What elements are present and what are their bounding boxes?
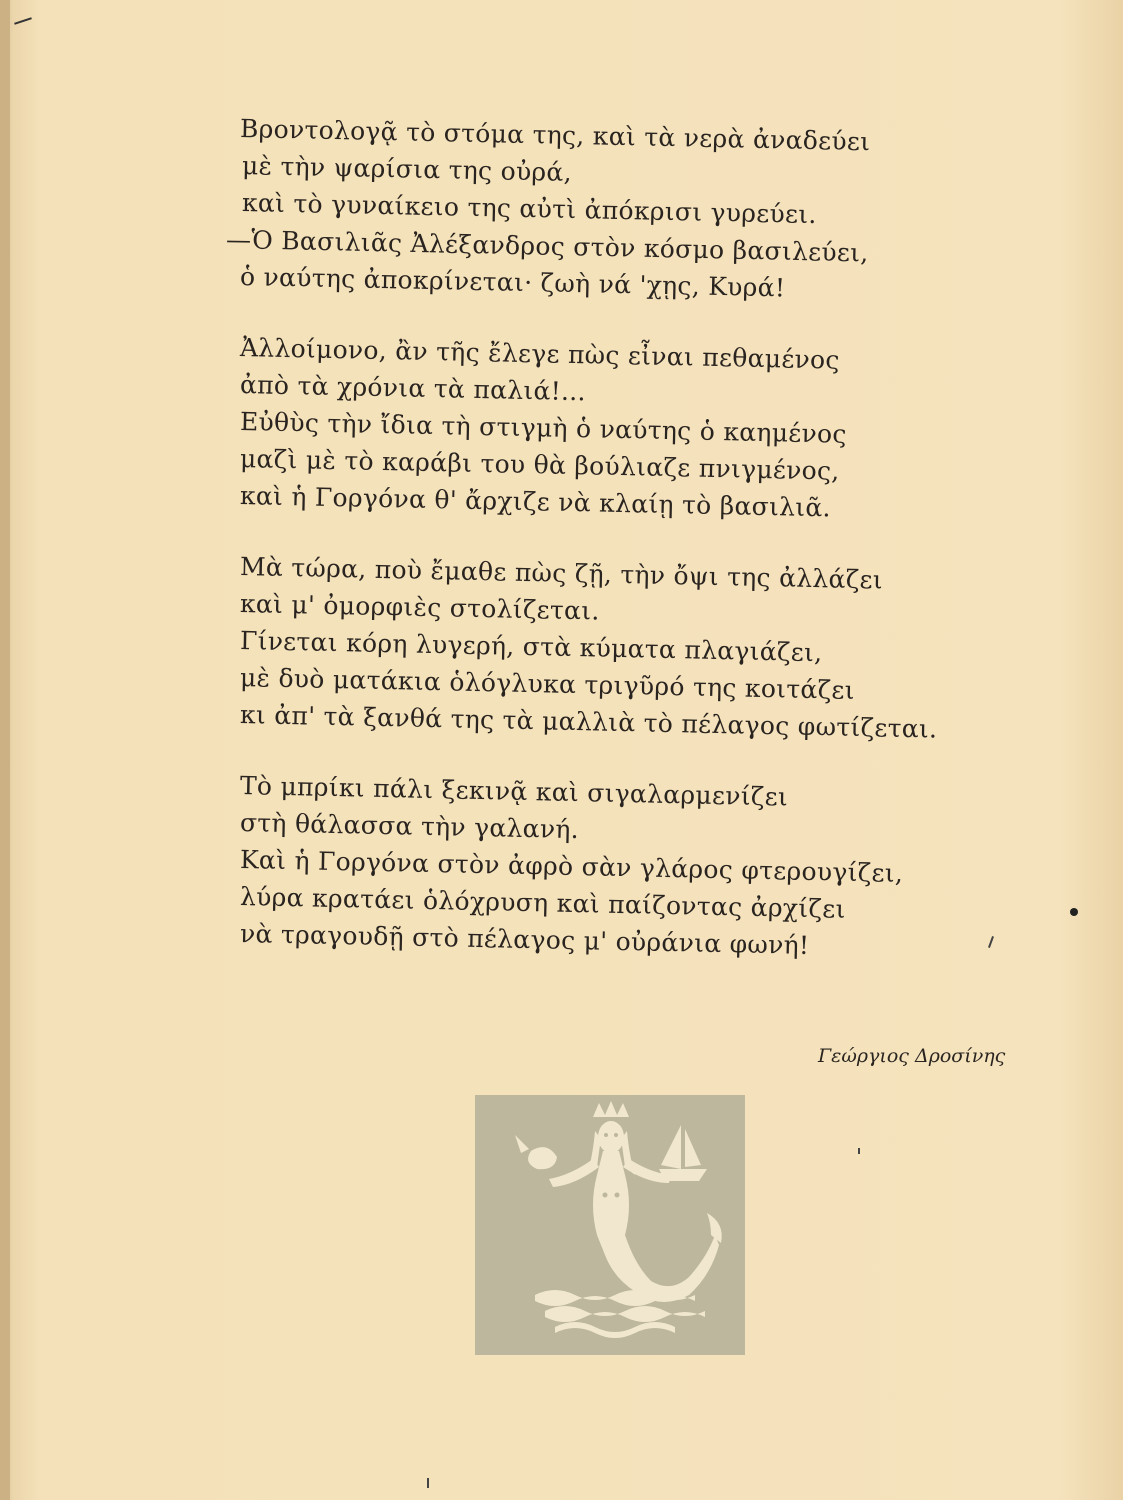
poem-line: Καὶ ἡ Γοργόνα στὸν ἀφρὸ σὰν γλάρος φτερουγίζει, — [239, 845, 904, 888]
ink-mark — [858, 1148, 860, 1154]
mermaid-emblem-graphic — [475, 1095, 745, 1355]
mermaid-icon — [475, 1095, 745, 1355]
poem-line: —Ὁ Βασιλιᾶς Ἀλέξανδρος στὸν κόσμο βασιλεύει, — [225, 225, 869, 268]
poem-line: νὰ τραγουδῇ στὸ πέλαγος μ' οὐράνια φωνή! — [239, 919, 810, 960]
poem-line: ἀπὸ τὰ χρόνια τὰ παλιά!... — [239, 370, 587, 407]
poem-line: καὶ τὸ γυναίκειο της αὐτὶ ἀπόκρισι γυρεύει. — [241, 188, 817, 230]
poem-line: καὶ ἡ Γοργόνα θ' ἄρχιζε νὰ κλαίῃ τὸ βασιλιᾶ. — [239, 481, 832, 523]
ink-spot — [1070, 908, 1078, 916]
poem-line: Ἀλλοίμονο, ἂν τῆς ἔλεγε πὼς εἶναι πεθαμένος — [239, 333, 841, 375]
poem-line: μὲ δυὸ ματάκια ὁλόγλυκα τριγῦρό της κοιτάζει — [239, 663, 856, 705]
stanza-2 — [239, 329, 1000, 523]
poem-line: ὁ ναύτης ἀποκρίνεται· ζωὴ νά 'χῃς, Κυρά! — [239, 262, 786, 303]
poem-line: μὲ τὴν ψαρίσια της οὐρά, — [241, 151, 573, 187]
page-binding-edge — [0, 0, 10, 1500]
poem-line: Τὸ μπρίκι πάλι ξεκινᾷ καὶ σιγαλαρμενίζει — [239, 771, 789, 812]
corner-mark — [14, 17, 32, 24]
poem-line: καὶ μ' ὀμορφιὲς στολίζεται. — [239, 589, 600, 626]
poem-line: λύρα κρατάει ὁλόχρυση καὶ παίζοντας ἀρχίζει — [239, 882, 846, 924]
ink-mark — [427, 1478, 429, 1488]
poem-line: Μὰ τώρα, ποὺ ἔμαθε πὼς ζῇ, τὴν ὄψι της ἀλλάζει — [239, 552, 884, 595]
author-signature: Γεώργιος Δροσίνης — [818, 1045, 1006, 1067]
poem-line: στὴ θάλασσα τὴν γαλανή. — [239, 808, 580, 845]
poem — [225, 110, 1000, 986]
poem-line: κι ἀπ' τὰ ξανθά της τὰ μαλλιὰ τὸ πέλαγος φωτίζεται. — [239, 700, 938, 744]
stanza-1 — [225, 110, 1000, 303]
stanza-4 — [239, 767, 1000, 960]
poem-line: Εὐθὺς τὴν ἴδια τὴ στιγμὴ ὁ ναύτης ὁ καημένος — [239, 407, 847, 449]
poem-line: μαζὶ μὲ τὸ καράβι του θὰ βούλιαζε πνιγμένος, — [239, 444, 840, 486]
stanza-3 — [239, 548, 1000, 744]
poem-line: Γίνεται κόρη λυγερή, στὰ κύματα πλαγιάζει, — [239, 626, 823, 668]
poem-line: Βροντολογᾷ τὸ στόμα της, καὶ τὰ νερὰ ἀναδεύει — [239, 114, 871, 157]
